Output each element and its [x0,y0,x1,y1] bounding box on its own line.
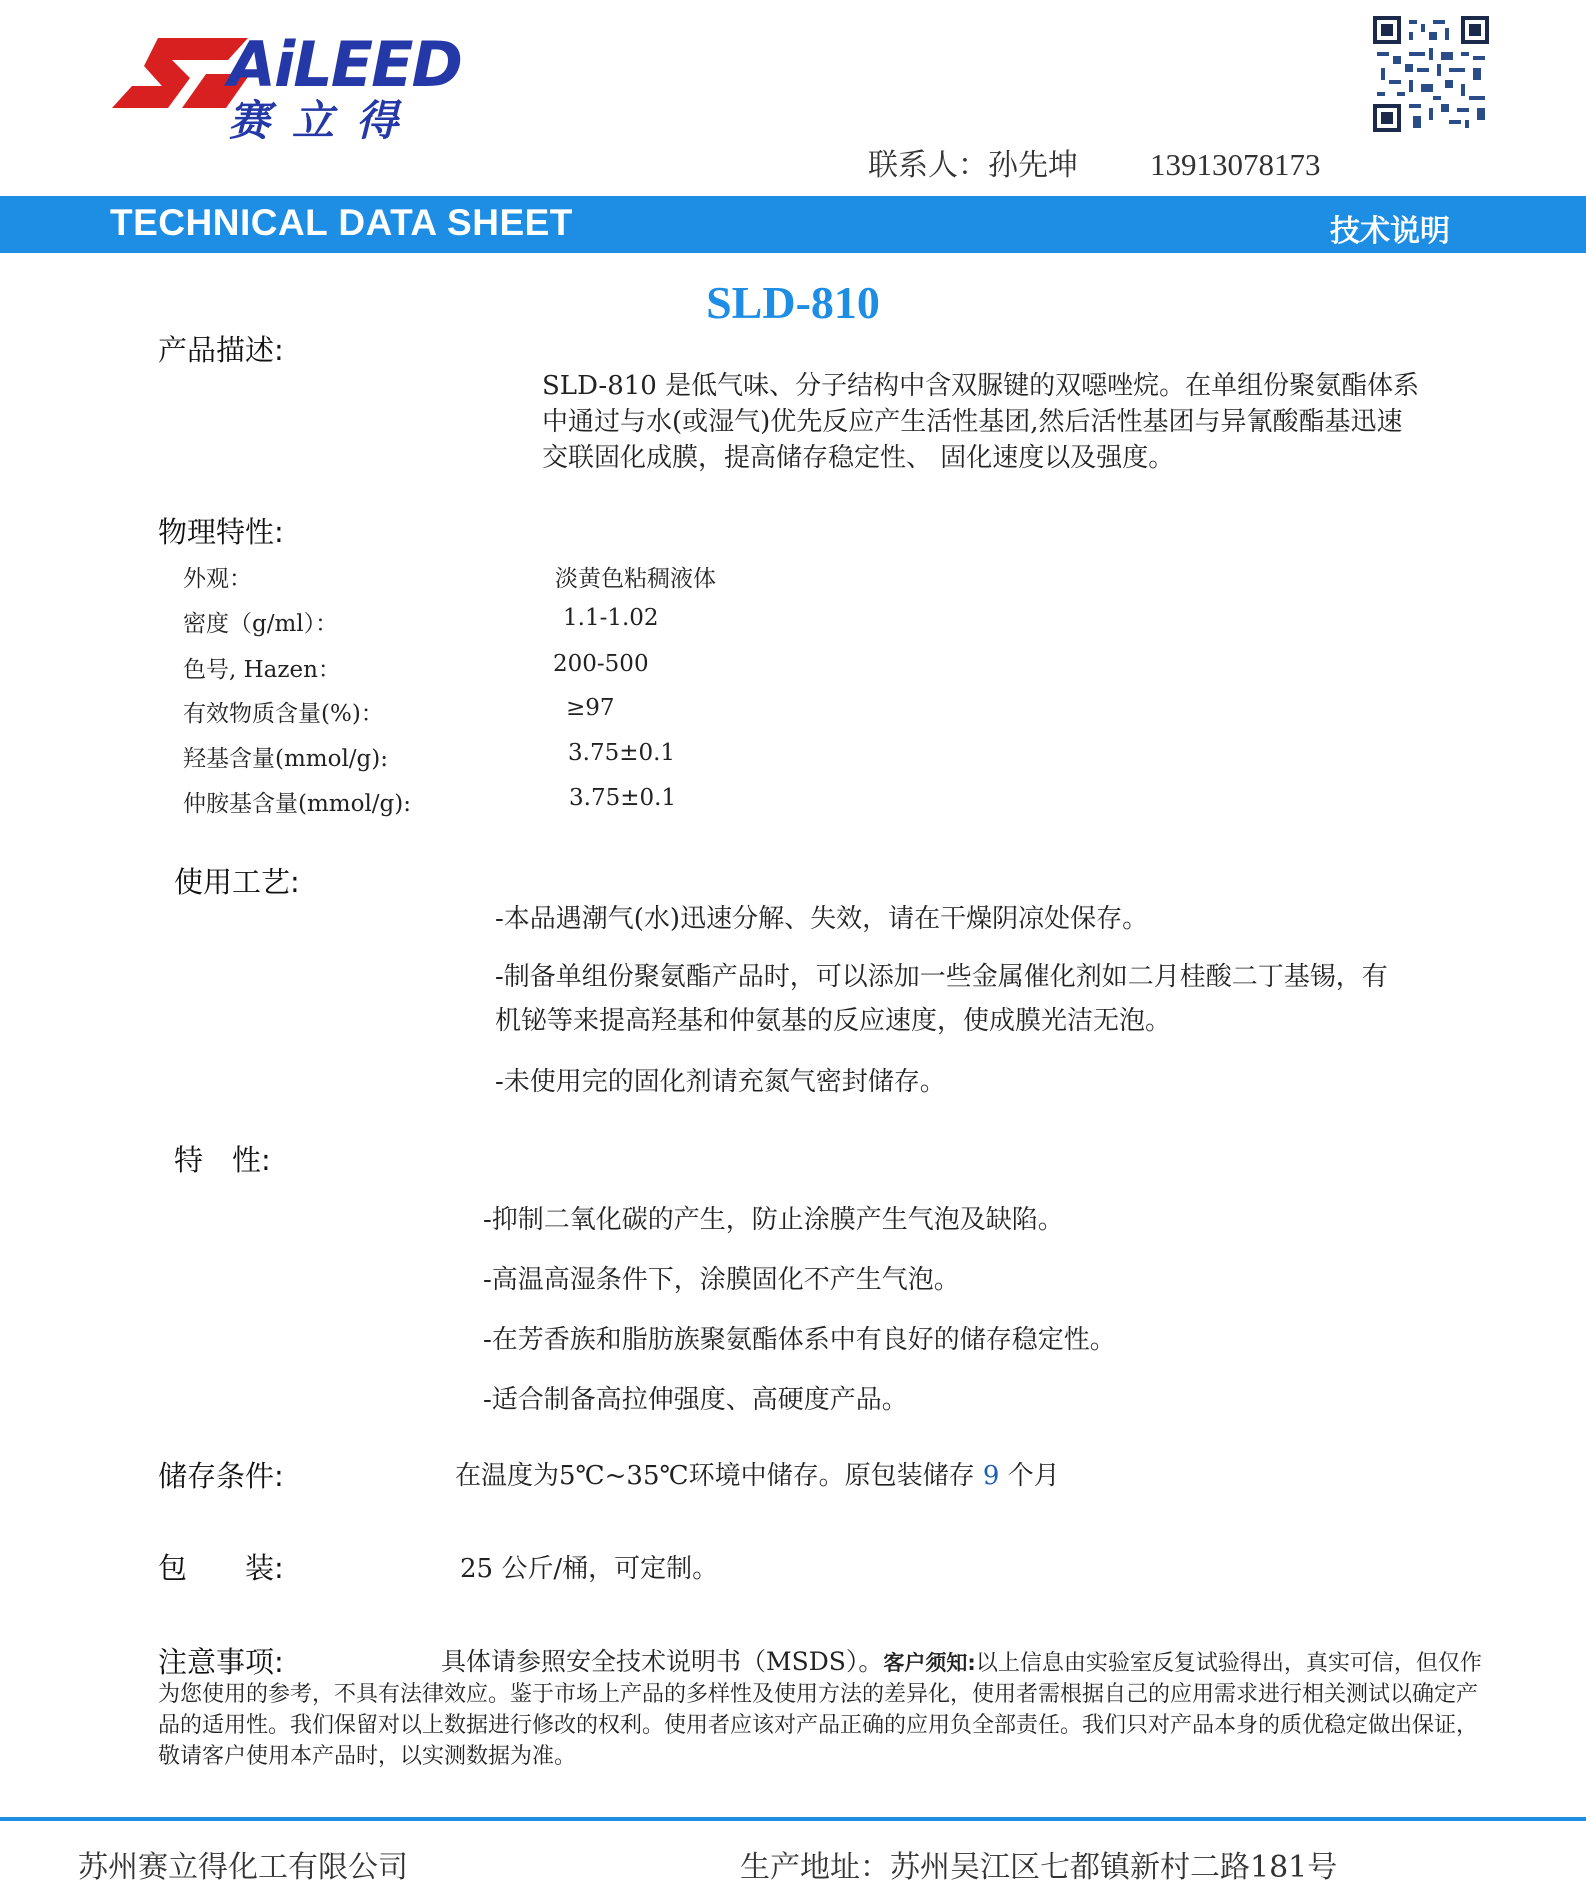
description-heading: 产品描述: [158,333,284,367]
prop-label-color-number: 色号, Hazen： [183,657,341,683]
feature-item: -高温高湿条件下，涂膜固化不产生气泡。 [483,1265,960,1295]
footer-company: 苏州赛立得化工有限公司 [78,1850,408,1885]
notice-customer-label: 客户须知: [883,1651,976,1675]
prop-label-density: 密度（g/ml）： [183,611,339,637]
description-text: SLD-810 是低气味、分子结构中含双脲键的双噁唑烷。在单组份聚氨酯体系中通过与水(或湿气)优先反应产生活性基团,然后活性基团与异氰酸酯基迅速交联固化成膜，提高储存稳定性、 固化速度以及强度。 [542,371,1420,473]
notice-body [158,1646,1498,1772]
prop-value-hydroxyl: 3.75±0.1 [568,740,676,766]
qr-code-icon [1372,16,1490,132]
prop-label-hydroxyl: 羟基含量(mmol/g): [183,746,388,772]
storage-text-before: 在温度为5℃~35℃环境中储存。原包装储存 [455,1461,983,1491]
features-heading: 特 性: [174,1143,271,1177]
feature-item: -适合制备高拉伸强度、高硬度产品。 [483,1385,908,1415]
prop-label-secondary-amine: 仲胺基含量(mmol/g): [183,791,411,817]
prop-label-appearance: 外观： [183,566,252,592]
banner-title-cn: 技术说明 [1330,214,1450,249]
storage-months: 9 [982,1461,1000,1491]
process-item: -制备单组份聚氨酯产品时，可以添加一些金属催化剂如二月桂酸二丁基锡，有 [495,962,1388,992]
physical-heading: 物理特性: [158,515,284,549]
process-item: 机铋等来提高羟基和仲氨基的反应速度，使成膜光洁无泡。 [495,1006,1172,1036]
footer-address: 生产地址：苏州吴江区七都镇新村二路181号 [740,1850,1338,1885]
notice-text: 以上信息由实验室反复试验得出，真实可信，但仅作为您使用的参考，不具有法律效应。鉴于市场上产品的多样性及使用方法的差异化，使用者需根据自己的应用需求进行相关测试以确定产品的适用性。我们保留对以上数据进行修改的权利。使用者应该对产品正确的应用负全部责任。我们只对产品本身的质优稳定做出保证，敬请客户使用本产品时，以实测数据为准。 [158,1651,1482,1769]
feature-item: -在芳香族和脂肪族聚氨酯体系中有良好的储存稳定性。 [483,1325,1116,1355]
prop-value-secondary-amine: 3.75±0.1 [569,785,677,811]
footer-divider [0,1817,1586,1821]
logo-chinese-text: 赛立得 [228,96,421,145]
storage-heading: 储存条件: [158,1459,284,1493]
prop-value-appearance: 淡黄色粘稠液体 [555,566,716,592]
company-logo [110,18,490,145]
contact-phone: 13913078173 [1150,147,1321,182]
banner-title-en: TECHNICAL DATA SHEET [110,202,573,243]
prop-value-active-content: ≥97 [566,695,615,721]
product-title: SLD-810 [706,277,880,328]
storage-text [455,1455,1060,1492]
contact-person: 联系人：孙先坤 [868,148,1078,183]
notice-heading: 注意事项: [158,1645,284,1679]
contact-line [868,140,1321,184]
prop-value-color-number: 200-500 [553,651,649,677]
process-item: -未使用完的固化剂请充氮气密封储存。 [495,1067,946,1097]
packaging-text: 25 公斤/桶，可定制。 [460,1554,719,1584]
packaging-heading: 包 装: [158,1551,284,1585]
prop-value-density: 1.1-1.02 [563,605,659,631]
storage-text-after: 个月 [999,1461,1060,1491]
feature-item: -抑制二氧化碳的产生，防止涂膜产生气泡及缺陷。 [483,1205,1064,1235]
process-heading: 使用工艺: [174,865,300,899]
notice-intro: 具体请参照安全技术说明书（MSDS）。 [441,1647,884,1676]
logo-latin-text: AiLEED [228,28,461,101]
prop-label-active-content: 有效物质含量(%)： [183,701,384,727]
process-item: -本品遇潮气(水)迅速分解、失效，请在干燥阴凉处保存。 [495,904,1149,934]
